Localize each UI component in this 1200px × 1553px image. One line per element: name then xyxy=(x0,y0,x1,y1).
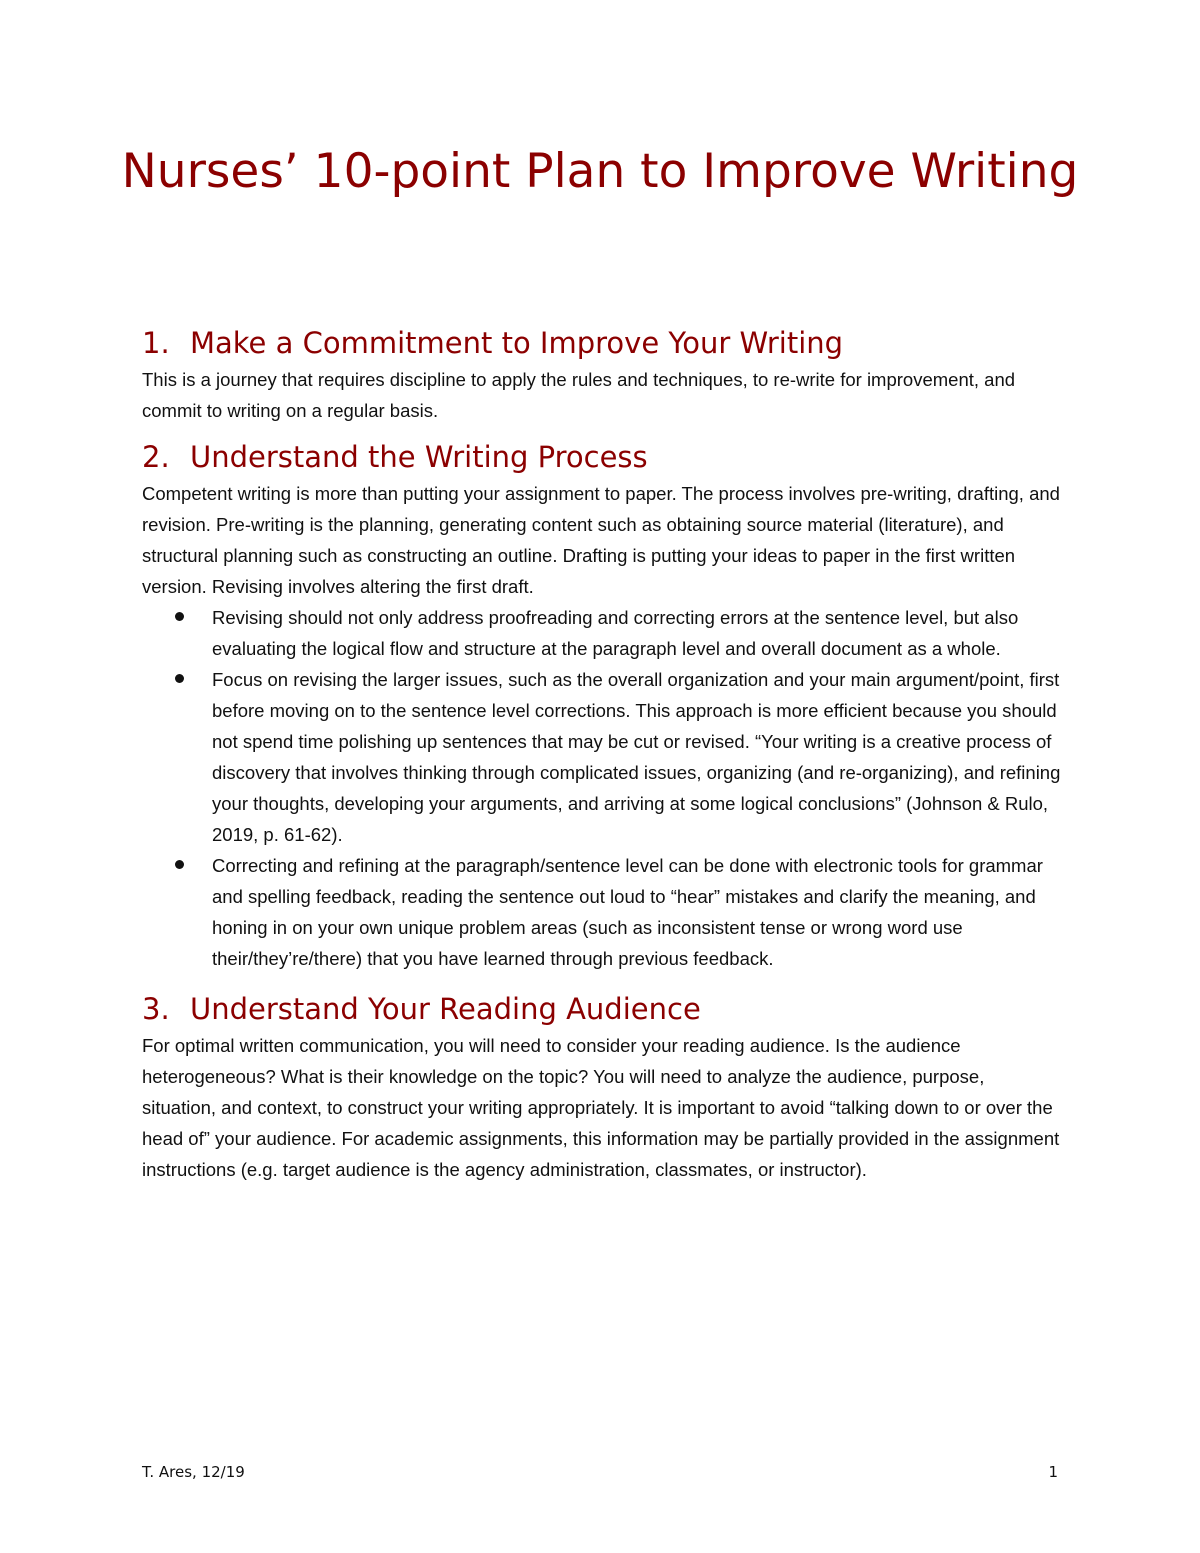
document-title: Nurses’ 10-point Plan to Improve Writing xyxy=(121,144,1079,199)
section-heading xyxy=(142,988,1062,1030)
section-heading-text: Understand the Writing Process xyxy=(190,440,648,474)
section-number: 3. xyxy=(142,992,170,1026)
section-paragraph: Competent writing is more than putting your assignment to paper. The process involves pre-writing, drafting, and revision. Pre-writing is the planning, generating content such as obtaining source material (literature), and structural planning such as constructing an outline. Drafting is putting your ideas to paper in the first written version. Revising involves altering the first draft. xyxy=(142,483,1060,597)
section-number: 1. xyxy=(142,326,170,360)
section-heading-text: Make a Commitment to Improve Your Writing xyxy=(190,326,844,360)
section-heading xyxy=(142,436,1062,478)
section-reading-audience xyxy=(142,988,1062,1185)
section-heading xyxy=(142,322,1062,364)
bullet-text: Focus on revising the larger issues, such as the overall organization and your main argument/point, first before moving on to the sentence level corrections. This approach is more efficient because you should not spend time polishing up sentences that may be cut or revised. “Your writing is a creative process of discovery that involves thinking through complicated issues, organizing (and re-organizing), and refining your thoughts, developing your arguments, and arriving at some logical conclusions” (Johnson & Rulo, 2019, p. 61-62). xyxy=(212,669,1061,845)
section-paragraph: For optimal written communication, you will need to consider your reading audience. Is the audience heterogeneous? What is their knowledge on the topic? You will need to analyze the audience, purpose, situation, and context, to construct your writing appropriately. It is important to avoid “talking down to or over the head of” your audience. For academic assignments, this information may be partially provided in the assignment instructions (e.g. target audience is the agency administration, classmates, or instructor). xyxy=(142,1035,1060,1180)
section-writing-process xyxy=(142,436,1062,974)
bullet-text: Correcting and refining at the paragraph/sentence level can be done with electronic tools for grammar and spelling feedback, reading the sentence out loud to “hear” mistakes and clarify the meaning, and honing in on your own unique problem areas (such as inconsistent tense or wrong word use their/they’re/there) that you have learned through previous feedback. xyxy=(212,855,1043,969)
section-commitment xyxy=(142,322,1062,426)
bullet-icon xyxy=(175,860,184,869)
bullet-item xyxy=(142,602,1062,664)
bullet-text: Revising should not only address proofreading and correcting errors at the sentence level, but also evaluating the logical flow and structure at the paragraph level and overall document as a whole. xyxy=(212,607,1019,659)
section-paragraph: This is a journey that requires discipline to apply the rules and techniques, to re-write for improvement, and commit to writing on a regular basis. xyxy=(142,369,1016,421)
section-number: 2. xyxy=(142,440,170,474)
document-body xyxy=(142,322,1062,1185)
bullet-item xyxy=(142,664,1062,850)
footer-page-number: 1 xyxy=(1048,1463,1058,1481)
bullet-item xyxy=(142,850,1062,974)
bullet-icon xyxy=(175,674,184,683)
bullet-list xyxy=(142,602,1062,974)
bullet-icon xyxy=(175,612,184,621)
section-heading-text: Understand Your Reading Audience xyxy=(190,992,701,1026)
footer-author-date: T. Ares, 12/19 xyxy=(142,1463,245,1481)
